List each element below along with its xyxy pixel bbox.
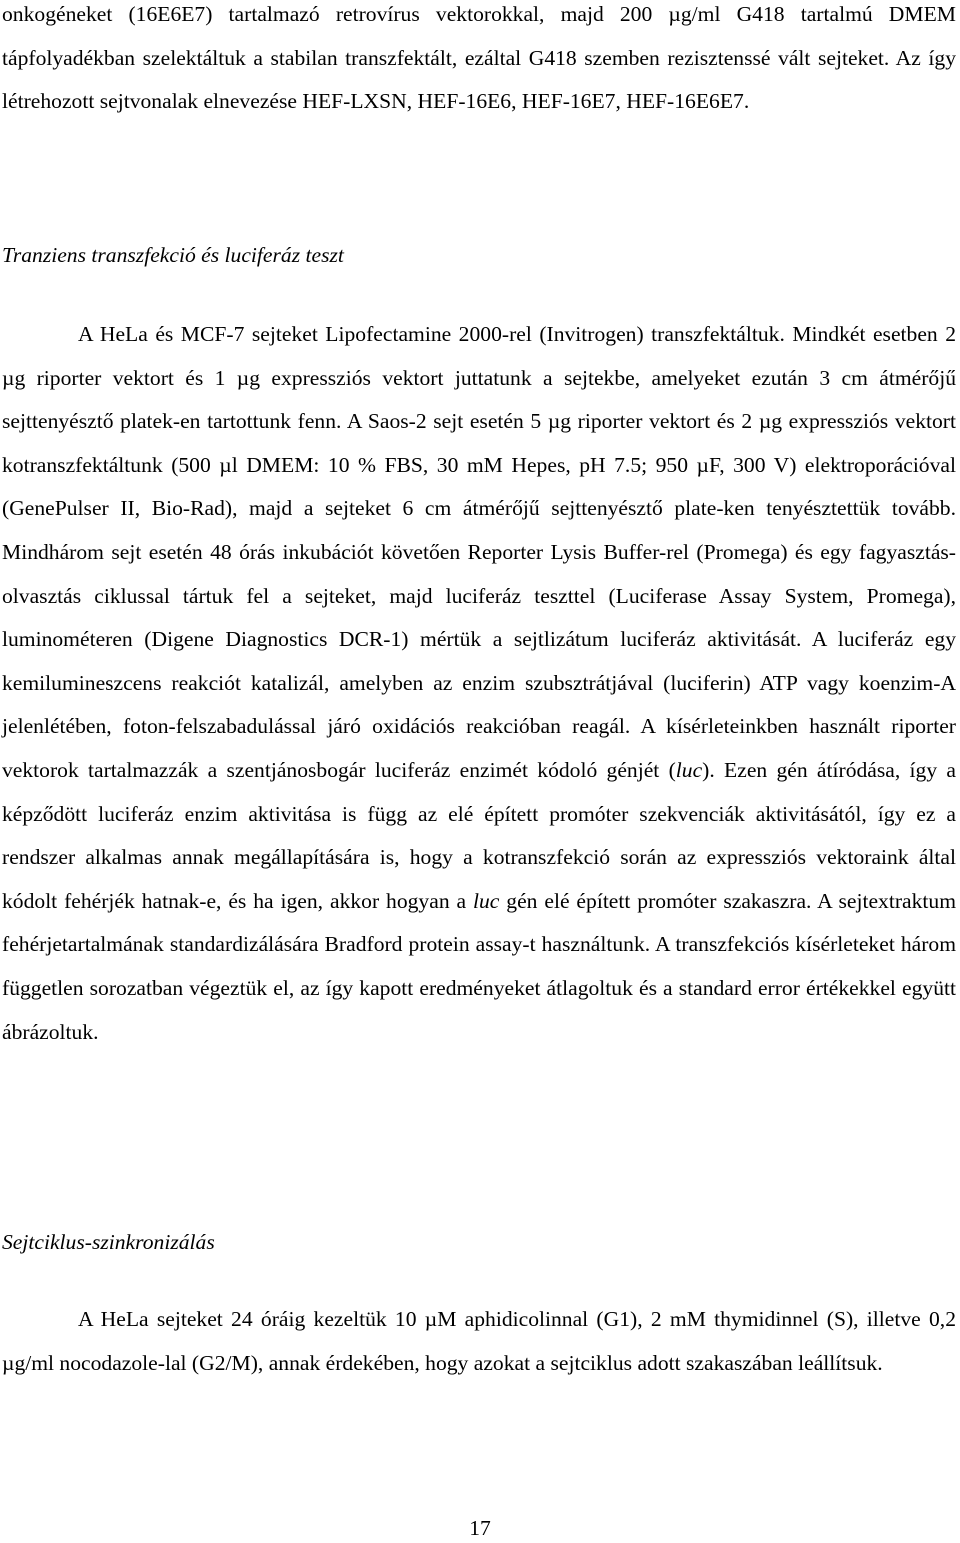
paragraph-transfection-part-c: gén elé épített promóter szakaszra. A sejtextraktum fehérjetartalmának standardizálására Bradford protein assay-t használtunk. A transzfekciós kísérleteket három független sorozatban végeztük el, az így kapott eredményeket átlagoltuk és a standard error értékekkel együtt ábrázoltuk. bbox=[2, 888, 956, 1044]
paragraph-transfection-part-b: ). Ezen gén átíródása, így a képződött luciferáz enzim aktivitása is függ az elé épített promóter szekvenciák aktivitásától, így ez a rendszer alkalmas annak megállapítására is, hogy a kotranszfekció során az expressziós vektoraink által kódolt fehérjék hatnak-e, és ha igen, akkor hogyan a bbox=[2, 757, 957, 913]
page-number: 17 bbox=[469, 1516, 491, 1540]
paragraph-retrovirus: onkogéneket (16E6E7) tartalmazó retrovírus vektorokkal, majd 200 µg/ml G418 tartalmú DMEM tápfolyadékban szelektáltuk a stabilan transzfektált, ezáltal G418 szemben rezisztenssé vált sejteket. Az így létrehozott sejtvonalak elnevezése HEF-LXSN, HEF-16E6, HEF-16E7, HEF-16E6E7. bbox=[2, 2, 956, 114]
paragraph-cell-cycle-sync: A HeLa sejteket 24 óráig kezeltük 10 µM aphidicolinnal (G1), 2 mM thymidinnel (S), illetve 0,2 µg/ml nocodazole-lal (G2/M), annak érdekében, hogy azokat a sejtciklus adott szakaszában leállítsuk. bbox=[2, 1307, 956, 1375]
paragraph-transfection bbox=[2, 313, 956, 1054]
gene-name-luc: luc bbox=[473, 888, 500, 913]
heading-transient-transfection: Tranziens transzfekció és luciferáz teszt bbox=[2, 243, 344, 267]
paragraph-transfection-part-a: A HeLa és MCF-7 sejteket Lipofectamine 2000-rel (Invitrogen) transzfektáltuk. Mindkét esetben 2 µg riporter vektort és 1 µg expressziós vektort juttatunk a sejtekbe, amelyeket ezután 3 cm átmérőjű sejttenyésztő platek-en tartottunk fenn. A Saos-2 sejt esetén 5 µg riporter vektort és 2 µg expressziós vektort kotranszfektáltunk (500 µl DMEM: 10 % FBS, 30 mM Hepes, pH 7.5; 950 µF, 300 V) elektroporációval (GenePulser II, Bio-Rad), majd a sejteket 6 cm átmérőjű sejttenyésztő plate-ken tenyésztettük tovább. Mindhárom sejt esetén 48 órás inkubációt követően Reporter Lysis Buffer-rel (Promega) és egy fagyasztás-olvasztás ciklussal tártuk fel a sejteket, majd luciferáz teszttel (Luciferase Assay System, Promega), luminométeren (Digene Diagnostics DCR-1) mértük a sejtlizátum luciferáz aktivitását. A luciferáz egy kemilumineszcens reakciót katalizál, amelyben az enzim szubsztrátjával (luciferin) ATP vagy koenzim-A jelenlétében, foton-felszabadulással járó oxidációs reakcióban reagál. A kísérleteinkben használt riporter vektorok tartalmazzák a szentjánosbogár luciferáz enzimét kódoló génjét ( bbox=[2, 322, 956, 782]
heading-cell-cycle-sync: Sejtciklus-szinkronizálás bbox=[2, 1230, 215, 1254]
gene-name-luc: luc bbox=[675, 757, 703, 782]
